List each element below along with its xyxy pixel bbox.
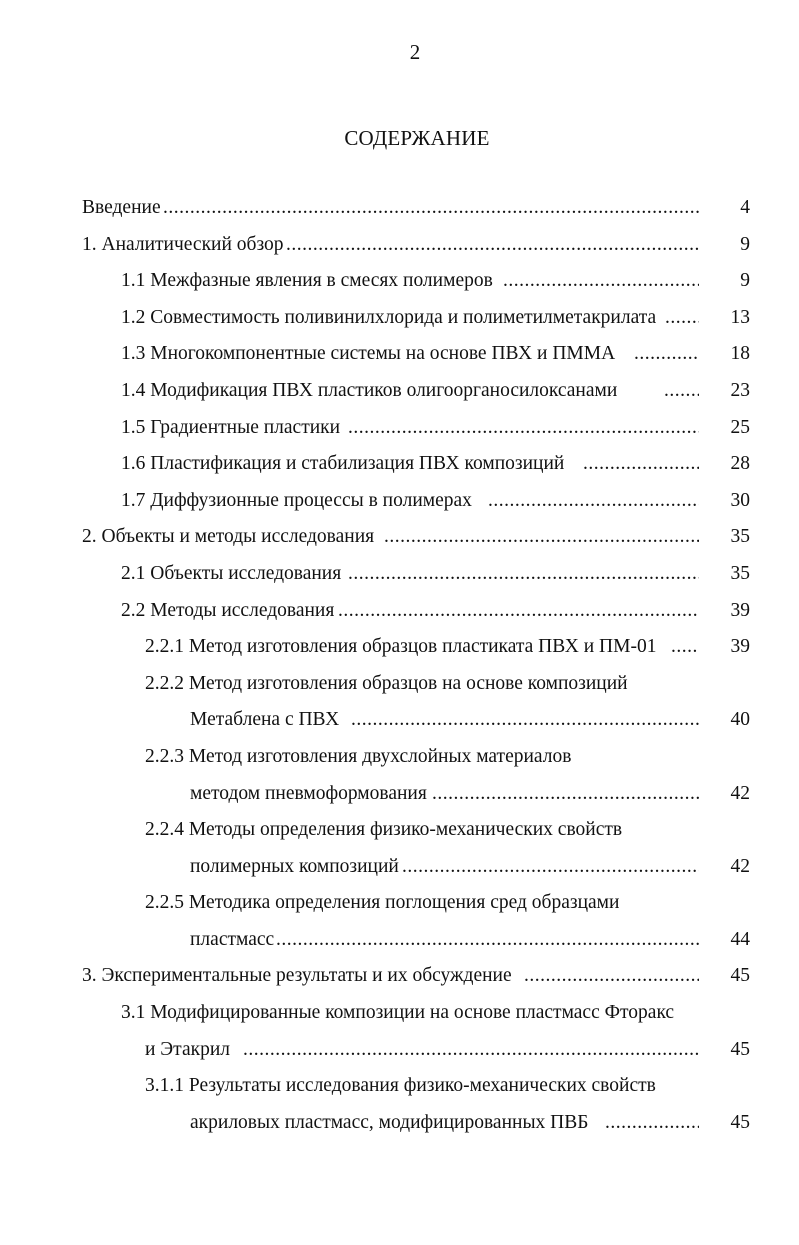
toc-entry-continuation[interactable]: [0, 922, 799, 959]
toc-entry-continuation[interactable]: [0, 1105, 799, 1142]
toc-entry[interactable]: [0, 885, 799, 922]
table-of-contents: [0, 190, 799, 1141]
page-number: 2: [409, 40, 421, 64]
toc-entry-label: 1.1 Межфазные явления в смесях полимеров: [121, 270, 493, 292]
toc-entry[interactable]: [0, 556, 799, 593]
toc-entry-label: 2. Объекты и методы исследования: [82, 526, 375, 548]
dot-leader: [286, 227, 699, 264]
dot-leader: [664, 373, 699, 410]
toc-entry-label: 2.2 Методы исследования: [121, 599, 335, 621]
toc-entry-continuation[interactable]: [0, 702, 799, 739]
toc-entry-label: методом пневмоформования: [190, 782, 427, 804]
toc-entry-continuation[interactable]: [0, 776, 799, 813]
toc-entry[interactable]: [0, 483, 799, 520]
toc-entry-page: 23: [730, 379, 750, 401]
toc-entry-page: 45: [730, 965, 750, 987]
toc-entry-page: 40: [730, 709, 750, 731]
toc-entry-page: 44: [730, 928, 750, 950]
toc-entry-label: и Этакрил: [145, 1038, 230, 1060]
toc-entry-label: 2.2.3 Метод изготовления двухслойных материалов: [145, 745, 572, 767]
toc-entry-label: акриловых пластмасс, модифицированных ПВБ: [190, 1111, 589, 1133]
toc-entry[interactable]: [0, 227, 799, 264]
toc-entry-page: 4: [740, 197, 750, 218]
dot-leader: [605, 1105, 699, 1142]
toc-entry-label: 2.2.2 Метод изготовления образцов на основе композиций: [145, 672, 628, 694]
toc-entry-label: 1.4 Модификация ПВХ пластиков олигоорганосилоксанами: [121, 379, 618, 401]
toc-entry-page: 39: [730, 599, 750, 621]
toc-entry-label: 2.2.5 Методика определения поглощения сред образцами: [145, 892, 620, 914]
toc-entry-label: пластмасс: [190, 928, 275, 950]
toc-entry[interactable]: [0, 629, 799, 666]
toc-entry-label: 1.6 Пластификация и стабилизация ПВХ композиций: [121, 453, 565, 475]
toc-entry[interactable]: [0, 446, 799, 483]
toc-entry-label: 2.2.4 Методы определения физико-механических свойств: [145, 819, 623, 841]
toc-entry[interactable]: [0, 300, 799, 337]
toc-entry[interactable]: [0, 812, 799, 849]
dot-leader: [384, 519, 699, 556]
toc-entry[interactable]: [0, 373, 799, 410]
toc-entry[interactable]: [0, 410, 799, 447]
toc-entry[interactable]: [0, 995, 799, 1032]
dot-leader: [488, 483, 699, 520]
toc-entry-page: 9: [740, 270, 750, 292]
dot-leader: [348, 556, 699, 593]
dot-leader: [351, 702, 699, 739]
dot-leader: [348, 410, 699, 447]
toc-entry-label: 1.5 Градиентные пластики: [121, 416, 341, 438]
toc-entry-page: 35: [730, 526, 750, 548]
toc-entry-page: 18: [730, 343, 750, 365]
toc-entry-page: 25: [730, 416, 750, 438]
dot-leader: [665, 300, 699, 337]
toc-entry-label: 3. Экспериментальные результаты и их обсуждение: [82, 965, 512, 987]
toc-entry-page: 42: [730, 855, 750, 877]
toc-entry-page: 45: [730, 1111, 750, 1133]
toc-entry-label: 1.3 Многокомпонентные системы на основе ПВХ и ПММА: [121, 343, 616, 365]
toc-entry-page: 30: [730, 489, 750, 511]
toc-entry-label: 1.7 Диффузионные процессы в полимерах: [121, 489, 472, 511]
dot-leader: [634, 336, 699, 373]
toc-entry-page: 45: [730, 1038, 750, 1060]
dot-leader: [163, 190, 699, 227]
toc-entry-label: 2.1 Объекты исследования: [121, 562, 342, 584]
dot-leader: [671, 629, 699, 666]
toc-entry[interactable]: [0, 593, 799, 630]
toc-entry-label: 3.1 Модифицированные композиции на основе пластмасс Фторакс: [121, 1002, 675, 1024]
toc-entry[interactable]: [0, 263, 799, 300]
toc-entry-label: 3.1.1 Результаты исследования физико-механических свойств: [145, 1075, 656, 1097]
toc-entry[interactable]: [0, 519, 799, 556]
dot-leader: [503, 263, 699, 300]
toc-entry-label: 2.2.1 Метод изготовления образцов пластиката ПВХ и ПМ-01: [145, 636, 657, 658]
toc-entry[interactable]: [0, 190, 799, 227]
toc-entry-continuation[interactable]: [0, 1032, 799, 1069]
dot-leader: [276, 922, 699, 959]
toc-entry-page: 35: [730, 562, 750, 584]
dot-leader: [338, 593, 699, 630]
toc-entry[interactable]: [0, 666, 799, 703]
toc-entry-continuation[interactable]: [0, 849, 799, 886]
toc-entry-label: Введение: [82, 197, 161, 218]
dot-leader: [524, 958, 699, 995]
dot-leader: [432, 776, 699, 813]
toc-entry-label: Метаблена с ПВХ: [190, 709, 340, 731]
toc-entry-page: 42: [730, 782, 750, 804]
toc-entry[interactable]: [0, 958, 799, 995]
toc-entry-page: 9: [740, 233, 750, 255]
dot-leader: [583, 446, 699, 483]
dot-leader: [402, 849, 699, 886]
toc-entry[interactable]: [0, 739, 799, 776]
dot-leader: [243, 1032, 699, 1069]
toc-entry-label: 1. Аналитический обзор: [82, 233, 284, 255]
toc-entry[interactable]: [0, 1068, 799, 1105]
toc-entry-page: 13: [730, 306, 750, 328]
toc-entry-label: 1.2 Совместимость поливинилхлорида и полиметилметакрилата: [121, 306, 657, 328]
toc-entry-page: 28: [730, 453, 750, 475]
toc-entry[interactable]: [0, 336, 799, 373]
toc-entry-label: полимерных композиций: [190, 855, 399, 877]
page-title: СОДЕРЖАНИЕ: [344, 126, 490, 150]
toc-entry-page: 39: [730, 636, 750, 658]
